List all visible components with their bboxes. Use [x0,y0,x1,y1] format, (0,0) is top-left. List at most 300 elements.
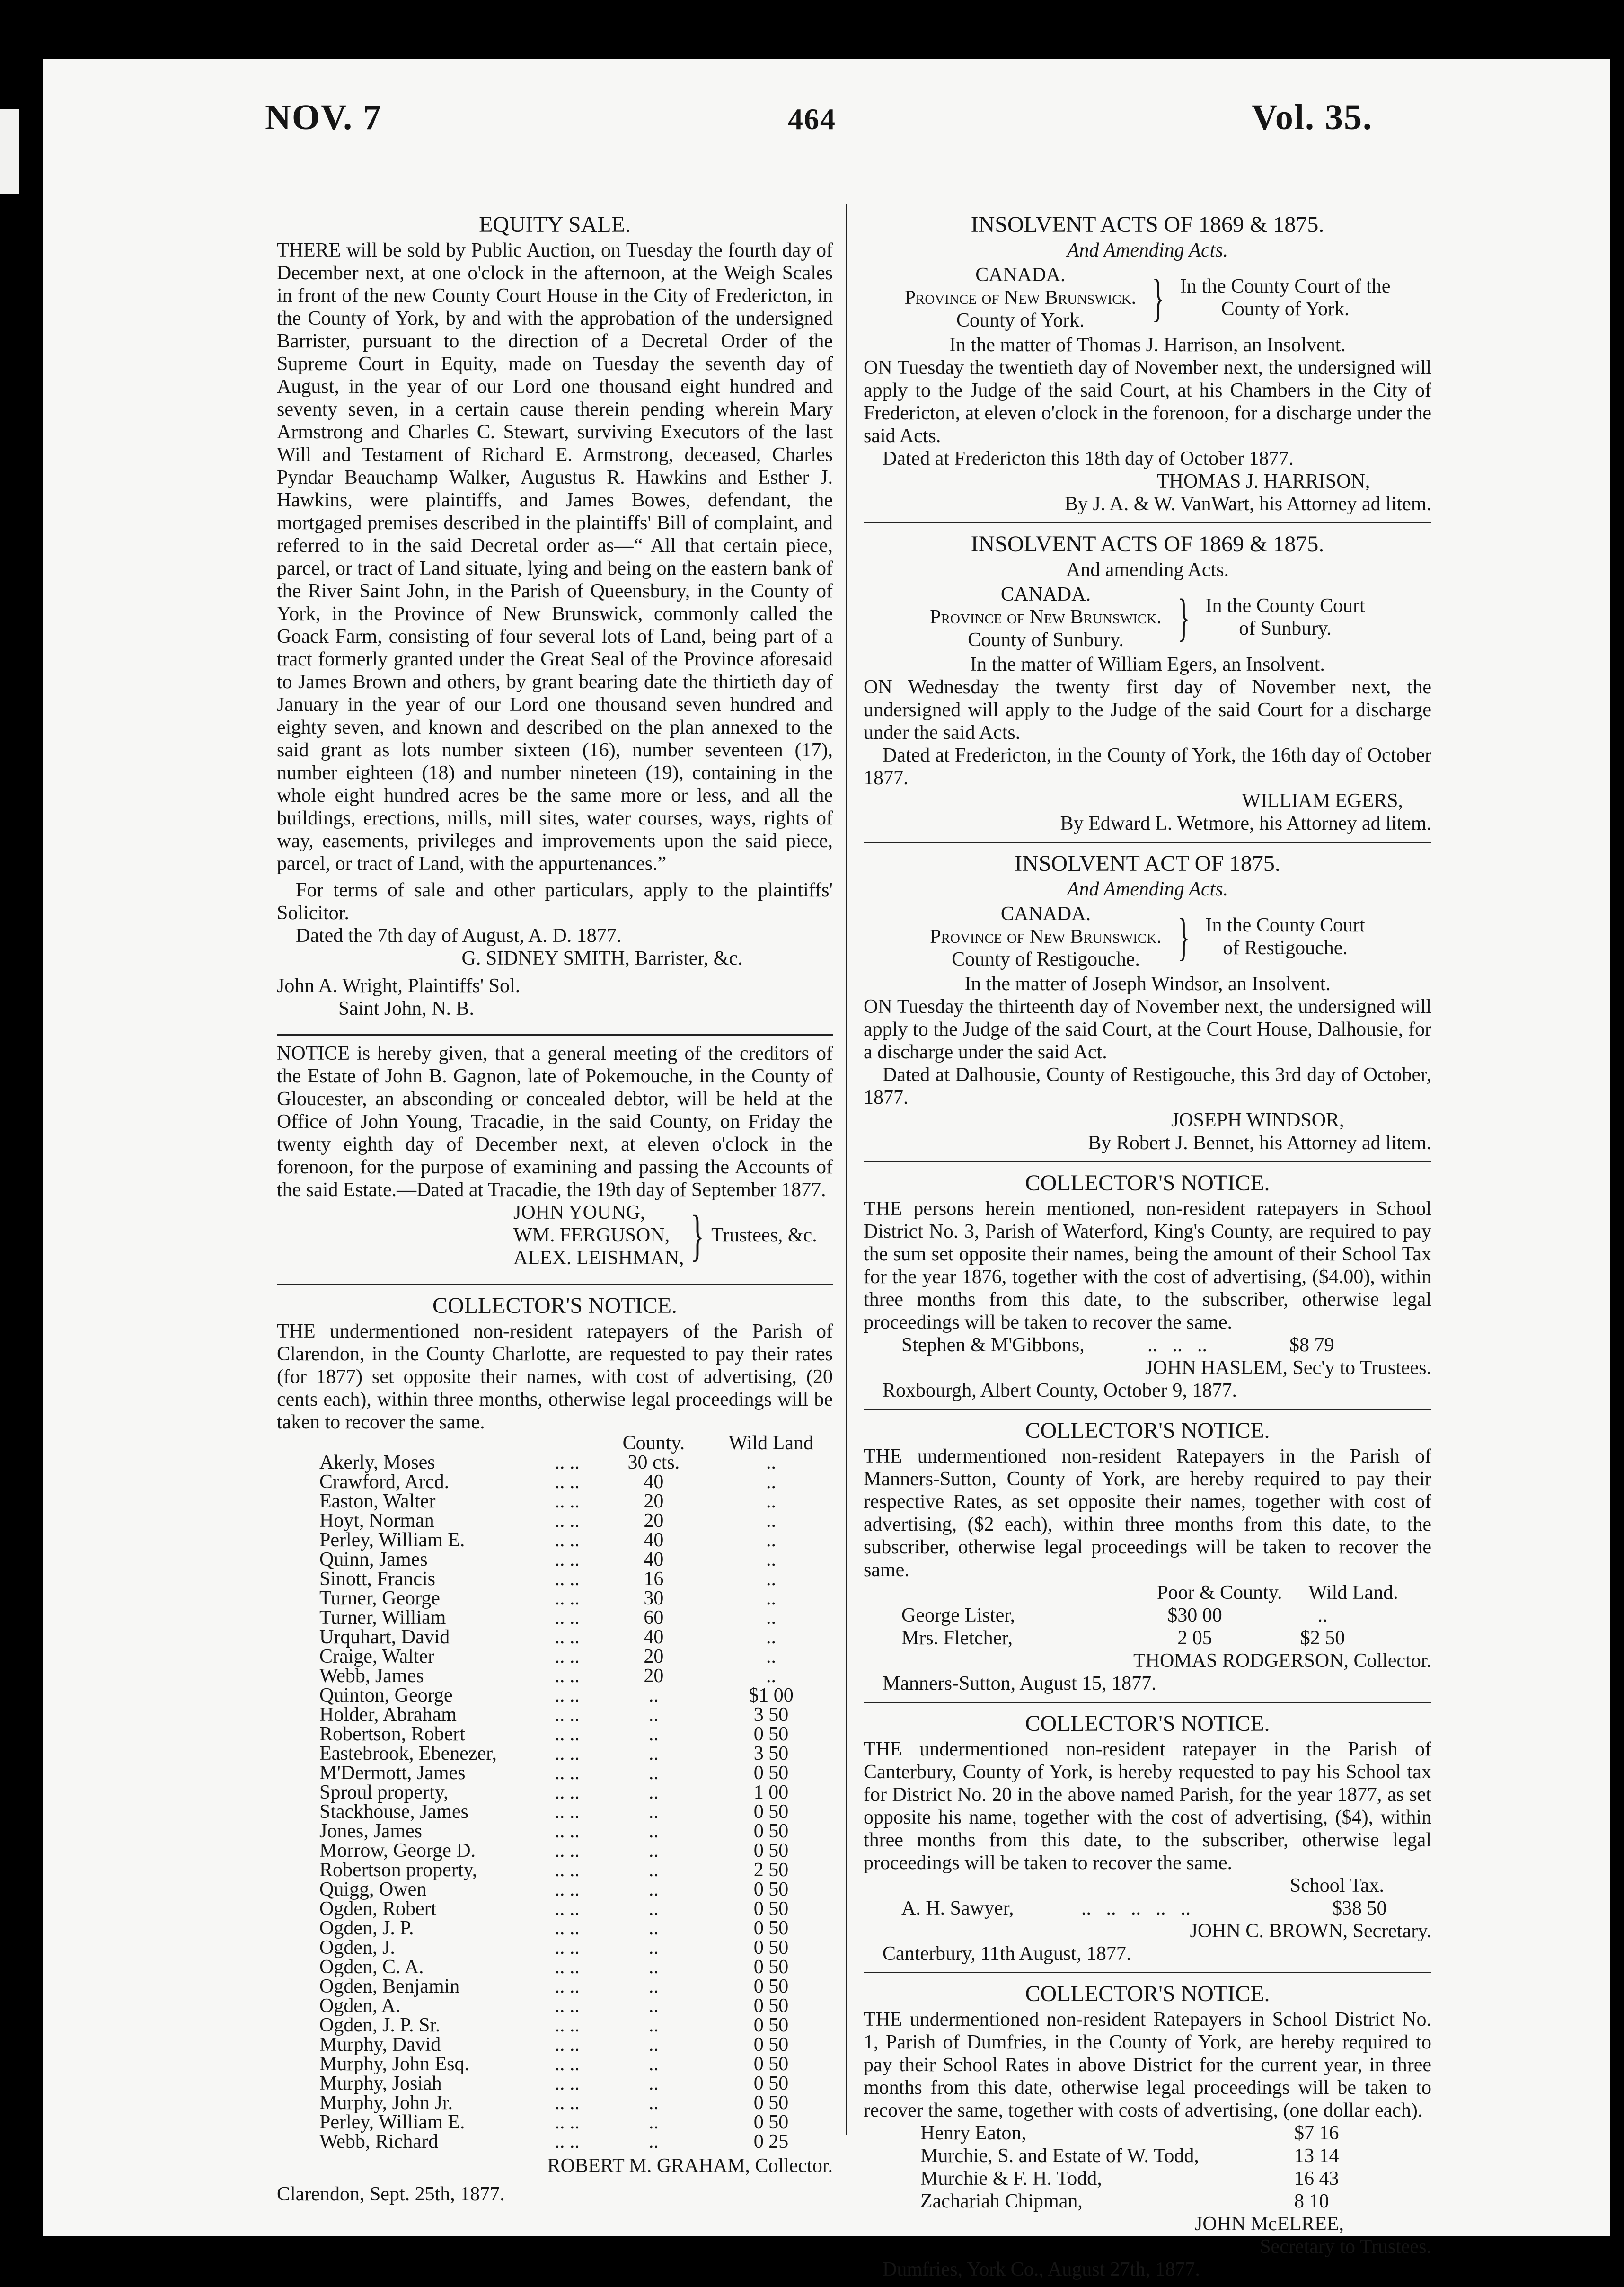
county-rate: .. [648,1917,659,1939]
trustee-name: ALEX. LEISHMAN, [513,1247,684,1269]
county-rate: .. [648,1995,659,2017]
notice-dated: Clarendon, Sept. 25th, 1877. [277,2183,505,2205]
table-row [277,1899,833,1919]
left-column [277,211,833,2206]
county-rate: 20 [644,1646,664,1667]
county-rate: .. [648,2092,659,2114]
matter-line: In the matter of Joseph Windsor, an Insolvent. [964,973,1331,995]
ratepayer-name: Robertson, Robert [319,1723,465,1745]
page-number: 464 [788,102,836,136]
wild-land-rate: 0 50 [753,1723,789,1745]
trustee-role: Trustees, &c. [711,1224,817,1246]
notice-signer: JOHN HASLEM, Sec'y to Trustees. [1145,1357,1431,1379]
wild-land-rate: 2 50 [753,1859,789,1881]
wild-land-rate: 0 50 [753,2092,789,2114]
leader-dots: .. .. [555,1956,580,1978]
county-rate: 40 [644,1529,664,1551]
wild-land-rate: 0 50 [753,1937,789,1959]
insolvent-harrison-notice [864,211,1431,515]
notice-title: INSOLVENT ACTS OF 1869 & 1875. [971,212,1324,237]
country: CANADA. [1000,903,1091,925]
leader-dots: .. .. [555,1937,580,1959]
wild-land-rate: 0 50 [753,1820,789,1842]
county-rate: 20 [644,1490,664,1512]
solicitor-address: Saint John, N. B. [338,998,475,1019]
wild-land-rate: .. [766,1452,776,1473]
notice-signer: WILLIAM EGERS, [1242,790,1403,812]
ratepayer-name: Stephen & M'Gibbons, [901,1334,1085,1356]
ratepayer-name: Robertson property, [319,1859,477,1881]
trustee-name: JOHN YOUNG, [513,1202,645,1223]
wild-land-rate: .. [766,1490,776,1512]
waterford-collector-notice [864,1169,1431,1402]
county-rate: .. [648,2034,659,2056]
wild-land-rate: 0 50 [753,2111,789,2133]
wild-land-rate: 0 50 [753,1976,789,1997]
leader-dots: .. .. [555,1917,580,1939]
table-header-row [864,1581,1431,1604]
ratepayer-row [864,2167,1431,2190]
ratepayer-row: A. H. Sawyer, .. .. .. .. .. $38 50 [901,1897,1387,1919]
wild-land-rate: 0 50 [753,1762,789,1784]
section-rule [277,1034,833,1036]
county-rate: 40 [644,1471,664,1493]
county-rate: 40 [644,1549,664,1570]
table-row [277,2074,833,2093]
notice-signer: ROBERT M. GRAHAM, Collector. [547,2155,833,2177]
county-rate: .. [648,1684,659,1706]
notice-title: INSOLVENT ACTS OF 1869 & 1875. [971,532,1324,557]
trustee-name: WM. FERGUSON, [513,1224,670,1246]
county-rate: .. [648,2053,659,2075]
table-row [277,1880,833,1899]
leader-dots: .. .. [555,1782,580,1803]
table-row [277,2016,833,2035]
table-row [277,1996,833,2016]
county-rate: .. [648,1976,659,1997]
county-rate: .. [648,1859,659,1881]
ratepayer-name: Perley, William E. [319,1529,465,1551]
wild-land-rate: 0 50 [753,2014,789,2036]
ratepayer-row [864,2145,1431,2167]
wild-land-rate: 0 50 [753,1801,789,1823]
leader-dots: .. .. [555,1549,580,1570]
wild-land-rate: 0 50 [753,1840,789,1862]
table-row [277,1453,833,1472]
court-block [864,903,1431,971]
ratepayer-name: Easton, Walter [319,1490,436,1512]
table-row [277,1628,833,1647]
matter-line: In the matter of Thomas J. Harrison, an Insolvent. [949,334,1346,356]
notice-subtitle: And amending Acts. [1066,559,1229,581]
notice-body: THE undermentioned non-resident Ratepayers in the Parish of Manners-Sutton, County of York, are hereby required to pay their respective Rates, as set opposite their names, together with cost of advertising, ($2 each), within three months from this date, to the subscriber, otherwise legal proceedings will be taken to recover the same. [864,1445,1431,1581]
notice-title: COLLECTOR'S NOTICE. [1025,1170,1270,1196]
ratepayer-name: Perley, William E. [319,2111,465,2133]
notice-signer: THOMAS RODGERSON, Collector. [1133,1650,1431,1672]
page-header [0,97,1624,187]
section-rule [864,1702,1431,1703]
notice-title: COLLECTOR'S NOTICE. [432,1293,678,1318]
matter-line: In the matter of William Egers, an Insolvent. [970,654,1325,675]
table-row [277,1841,833,1861]
table-row [277,1511,833,1531]
wild-land-rate: .. [766,1587,776,1609]
brace-glyph: } [1177,588,1190,646]
county: County of Restigouche. [952,948,1140,970]
ratepayer-name: Ogden, Benjamin [319,1976,460,1997]
column-header-school-tax: School Tax. [1289,1875,1384,1897]
leader-dots: .. .. [555,1490,580,1512]
county-rate: 60 [644,1607,664,1629]
ratepayer-name: Sinott, Francis [319,1568,436,1590]
ratepayer-name: Turner, George [319,1587,440,1609]
ratepayer-name: Murphy, John Esq. [319,2053,469,2075]
clarendon-collector-notice [277,1292,833,2206]
ratepayer-amount: $30 00 [1167,1604,1222,1626]
ratepayer-name: Morrow, George D. [319,1840,476,1862]
county-rate: .. [648,1801,659,1823]
wild-land-rate: 0 50 [753,1879,789,1900]
ratepayer-name: Murchie, S. and Estate of W. Todd, [920,2145,1199,2167]
wild-land-rate: 0 50 [753,2053,789,2075]
table-row [277,2055,833,2074]
leader-dots: .. .. [555,2053,580,2075]
section-rule [864,1972,1431,1973]
notice-title: INSOLVENT ACT OF 1875. [1015,851,1280,876]
ratepayer-name: Jones, James [319,1820,422,1842]
ratepayer-name: Stackhouse, James [319,1801,468,1823]
leader-dots: .. .. [555,2092,580,2114]
notice-signer-title: Secretary to Trustees. [1260,2236,1431,2258]
brace-glyph: } [1177,908,1190,966]
leader-dots: .. .. [555,1587,580,1609]
ratepayer-name: Quinton, George [319,1684,453,1706]
gagnon-notice [277,1042,833,1269]
ratepayer-amount: $7 16 [1294,2122,1339,2144]
leader-dots: .. .. [555,2073,580,2094]
table-row [277,1764,833,1783]
canterbury-collector-notice [864,1710,1431,1965]
province: Province of New Brunswick. [930,926,1162,948]
court-block [864,583,1431,651]
ratepayer-amount: 13 14 [1294,2145,1339,2167]
table-row [277,1861,833,1880]
ratepayer-name: Henry Eaton, [920,2122,1026,2144]
county-rate: .. [648,1723,659,1745]
court-name: In the County Court [1205,914,1365,936]
column-header-poor-county: Poor & County. [1157,1582,1282,1604]
ratepayer-name: Webb, Richard [319,2131,438,2153]
table-header-row [277,1434,833,1453]
wild-land-rate: .. [766,1510,776,1532]
court-county: County of York. [1221,298,1350,320]
country: CANADA. [975,264,1066,286]
leader-dots: .. .. [555,2014,580,2036]
ratepayer-name: Murphy, David [319,2034,441,2056]
volume-number: Vol. 35. [1252,98,1373,137]
ratepayer-name: Murchie & F. H. Todd, [920,2168,1102,2189]
leader-dots: .. .. [555,2034,580,2056]
county-rate: .. [648,1898,659,1920]
ratepayer-name: Sproul property, [319,1782,449,1803]
insolvent-egers-notice [864,530,1431,835]
notice-body: THERE will be sold by Public Auction, on Tuesday the fourth day of December next, at one o'clock in the afternoon, at the Weigh Scales in front of the new County Court House in the City of Fredericton, in the County of York, by and with the approbation of the undersigned Barrister, pursuant to the direction of a Decretal Order of the Supreme Court in Equity, made on Tuesday the seventh day of August, in the year of our Lord one thousand eight hundred and seventy seven, in a certain cause therein pending wherein Mary Armstrong and Charles C. Stewart, surviving Executors of the last Will and Testament of Richard E. Armstrong, deceased, Charles Pyndar Beauchamp Walker, Augustus R. Hawkins and Esther J. Hawkins, were plaintiffs, and James Bowes, defendant, the mortgaged premises described in the plaintiffs' Bill of complaint, and referred to in the said Decretal order as—“ All that certain piece, parcel, or tract of Land situate, lying and being on the eastern bank of the River Saint John, in the Parish of Queensbury, in the County of York, in the Province of New Brunswick, commonly called the Goack Farm, consisting of four several lots of Land, being part of a tract formerly granted under the Great Seal of the Province aforesaid to James Brown and others, by grant bearing date the thirtieth day of January in the year of our Lord one thousand seven hundred and eighty seven, and known and described on the plan annexed to the said grant as lots number sixteen (16), number seventeen (17), number eighteen (18) and number nineteen (19), containing in the whole eight hundred acres be the same more or less, and all the buildings, erections, mills, mill sites, water courses, ways, rights of way, easements, privileges and improvements upon the said piece, parcel, or tract of Land, with the appurtenances.” [277,239,833,875]
notice-title: COLLECTOR'S NOTICE. [1025,1418,1270,1443]
leader-dots: .. .. [555,1510,580,1532]
notice-subtitle: And Amending Acts. [1067,878,1228,900]
court-block [864,264,1431,332]
ratepayer-amount: 2 05 [1177,1627,1212,1649]
column-divider [846,204,847,2135]
court-name: In the County Court [1205,595,1365,617]
court-county: of Sunbury. [1239,618,1332,639]
county-rate: .. [648,1840,659,1862]
section-rule [864,842,1431,843]
notice-dated: Canterbury, 11th August, 1877. [883,1943,1131,1965]
leader-dots: .. .. [555,1607,580,1629]
table-row [277,1608,833,1628]
notice-signer: JOHN C. BROWN, Secretary. [1190,1920,1431,1942]
wild-land-rate: 0 50 [753,1995,789,2017]
leader-dots: .. .. [555,1820,580,1842]
leader-dots: .. .. [555,1568,580,1590]
wild-land-rate: .. [766,1568,776,1590]
section-rule [277,1284,833,1285]
notice-dated: Dumfries, York Co., August 27th, 1877. [883,2259,1200,2280]
ratepayer-row [864,1627,1431,1649]
ratepayer-amount: $38 50 [1332,1897,1387,1919]
notice-body: ON Tuesday the twentieth day of November next, the undersigned will apply to the Judge of the said Court, at his Chambers in the City of Fredericton, at eleven o'clock in the forenoon, for a discharge under the said Acts. [864,357,1431,447]
insolvent-windsor-notice [864,850,1431,1154]
county-rate: .. [648,1782,659,1803]
table-row [277,1938,833,1958]
court-county: of Restigouche. [1223,937,1348,959]
county-rate: .. [648,1937,659,1959]
notice-signer: JOHN McELREE, [1195,2213,1344,2235]
leader-dots: .. .. [555,1471,580,1493]
table-row [277,2035,833,2055]
wild-land-rate: .. [766,1607,776,1629]
notice-dated: Roxbourgh, Albert County, October 9, 1877. [883,1380,1237,1401]
column-header-county: County. [622,1432,685,1454]
attorney-line: By Edward L. Wetmore, his Attorney ad litem. [1060,813,1431,834]
table-row [277,1550,833,1569]
county-rate: .. [648,1820,659,1842]
table-row [277,1472,833,1492]
notice-body: THE undermentioned non-resident ratepayer in the Parish of Canterbury, County of York, is hereby requested to pay his School tax for District No. 20 in the above named Parish, for the year 1877, as set opposite his name, together with the cost of advertising, ($4), within three months from this date, to the subscriber, otherwise legal proceedings will be taken to recover the same. [864,1738,1431,1874]
notice-body: THE undermentioned non-resident ratepayers of the Parish of Clarendon, in the County Charlotte, are requested to pay their rates (for 1877) set opposite their names, with cost of advertising, (20 cents each), within three months, otherwise legal proceedings will be taken to recover the same. [277,1321,833,1433]
county: County of York. [956,310,1085,331]
ratepayer-name: Webb, James [319,1665,424,1687]
notice-body: NOTICE is hereby given, that a general meeting of the creditors of the Estate of John B. Gagnon, late of Pokemouche, in the County of Gloucester, an absconding or concealed debtor, will be held at the Office of John Young, Tracadie, in the said County, on Friday the twenty eighth day of December next, at eleven o'clock in the forenoon, for the purpose of examining and passing the Accounts of the said Estate.—Dated at Tracadie, the 19th day of September 1877. [277,1043,833,1201]
ratepayer-name: Turner, William [319,1607,446,1629]
notice-title: EQUITY SALE. [479,212,631,237]
table-row [277,1589,833,1608]
county-rate: .. [648,1956,659,1978]
notice-dated: Dated at Fredericton, in the County of York, the 16th day of October 1877. [864,745,1431,789]
table-row [277,1802,833,1822]
wild-land-rate: .. [766,1626,776,1648]
wild-land-rate: 3 50 [753,1704,789,1726]
leader-dots: .. .. [555,1879,580,1900]
county-rate: 20 [644,1665,664,1687]
notice-body: THE undermentioned non-resident Ratepayers in School District No. 1, Parish of Dumfries, in the County of York, are hereby required to pay their School Rates in above District for the current year, in three months from this date, otherwise legal proceedings will be taken to recover the same, together with costs of advertising, (one dollar each). [864,2009,1431,2121]
table-row [277,1822,833,1841]
table-row [277,1686,833,1705]
leader-dots: .. .. [555,1898,580,1920]
section-rule [864,522,1431,523]
attorney-line: By Robert J. Bennet, his Attorney ad litem. [1088,1132,1431,1154]
province: Province of New Brunswick. [904,287,1137,309]
section-rule [864,1409,1431,1410]
trustee-block [513,1201,833,1269]
ratepayer-name: A. H. Sawyer, [901,1897,1014,1919]
ratepayer-name: Crawford, Arcd. [319,1471,450,1493]
notice-body: ON Wednesday the twenty first day of November next, the undersigned will apply to the Judge of the said Court for a discharge under the said Acts. [864,676,1431,744]
table-row [277,1783,833,1802]
brace-glyph: } [690,1204,705,1267]
ratepayer-name: Mrs. Fletcher, [901,1627,1013,1649]
leader-dots: .. .. [555,1529,580,1551]
ratepayer-name: Eastebrook, Ebenezer, [319,1743,497,1764]
leader-dots: .. .. [555,1626,580,1648]
county-rate: 16 [644,1568,664,1590]
county-rate: 40 [644,1626,664,1648]
column-header-wild-land: Wild Land [728,1432,813,1454]
table-row [277,1647,833,1666]
table-row [277,2132,833,2152]
table-row [277,1569,833,1589]
notice-signer: THOMAS J. HARRISON, [1157,470,1370,492]
table-row [277,1531,833,1550]
leader-dots: .. .. [555,1762,580,1784]
province: Province of New Brunswick. [930,606,1162,628]
ratepayer-name: Murphy, John Jr. [319,2092,453,2114]
notice-title: COLLECTOR'S NOTICE. [1025,1981,1270,2006]
wild-land-rate: 0 50 [753,1917,789,1939]
ratepayer-name: Ogden, J. P. [319,1917,414,1939]
ratepayer-row [864,1604,1431,1627]
leader-dots: .. .. [555,2111,580,2133]
county-rate: 30 cts. [627,1452,680,1473]
equity-sale-notice [277,211,833,1020]
notice-dated: Manners-Sutton, August 15, 1877. [883,1673,1156,1694]
table-row [277,1744,833,1764]
ratepayer-amount: 16 43 [1294,2168,1339,2189]
ratepayer-name: M'Dermott, James [319,1762,466,1784]
leader-dots: .. .. [555,1976,580,1997]
leader-dots: .. .. [555,1995,580,2017]
wild-land-rate: .. [766,1471,776,1493]
county-rate: .. [648,1762,659,1784]
table-row [277,1705,833,1725]
county-rate: .. [648,2014,659,2036]
country: CANADA. [1000,584,1091,605]
wild-land-rate: .. [766,1646,776,1667]
wild-land-rate: .. [766,1529,776,1551]
wild-land-rate: 1 00 [753,1782,789,1803]
wild-land-rate: $1 00 [749,1684,794,1706]
wild-land-rate: .. [766,1549,776,1570]
right-column [864,211,1431,2281]
notice-dated: Dated at Dalhousie, County of Restigouche, this 3rd day of October, 1877. [864,1064,1431,1108]
ratepayer-row [864,2190,1431,2213]
attorney-line: By J. A. & W. VanWart, his Attorney ad litem. [1064,493,1431,515]
ratepayer-name: Ogden, C. A. [319,1956,424,1978]
notice-title: COLLECTOR'S NOTICE. [1025,1711,1270,1736]
dumfries-collector-notice [864,1980,1431,2281]
notice-signer: G. SIDNEY SMITH, Barrister, &c. [461,948,743,969]
ratepayer-row: Stephen & M'Gibbons, .. .. .. $8 79 [901,1334,1334,1356]
table-row [277,1919,833,1938]
table-row [277,2113,833,2132]
leader-dots: .. .. [555,1684,580,1706]
ratepayer-name: Quigg, Owen [319,1879,427,1900]
ratepayer-amount: $8 79 [1289,1334,1334,1356]
ratepayer-name: Hoyt, Norman [319,1510,434,1532]
leader-dots: .. .. [555,1840,580,1862]
county-rate: .. [648,2073,659,2094]
leader-dots: .. .. [555,1801,580,1823]
ratepayer-amount: 8 10 [1294,2190,1329,2212]
solicitor-line: John A. Wright, Plaintiffs' Sol. [277,975,521,997]
ratepayer-name: Ogden, J. P. Sr. [319,2014,441,2036]
table-row [277,1958,833,1977]
ratepayer-name: Holder, Abraham [319,1704,457,1726]
ratepayer-name: George Lister, [901,1604,1015,1626]
leader-dots: .. .. [555,1646,580,1667]
leader-dots: .. .. [555,1704,580,1726]
county: County of Sunbury. [968,629,1124,651]
notice-terms: For terms of sale and other particulars, apply to the plaintiffs' Solicitor. [277,879,833,924]
wild-land-rate: 3 50 [753,1743,789,1764]
leader-dots: .. .. [555,1743,580,1764]
county-rate: 20 [644,1510,664,1532]
ratepayer-table [277,1434,833,2152]
ratepayer-name: Ogden, A. [319,1995,401,2017]
table-row [277,1492,833,1511]
section-rule [864,1161,1431,1162]
ratepayer-name: Urquhart, David [319,1626,450,1648]
wild-land-rate: .. [766,1665,776,1687]
county-rate: .. [648,1704,659,1726]
notice-dated: Dated the 7th day of August, A. D. 1877. [296,925,622,947]
table-row [277,1666,833,1686]
ratepayer-amount: $2 50 [1300,1627,1345,1649]
ratepayer-amount: .. [1317,1604,1328,1626]
ratepayer-name: Murphy, Josiah [319,2073,442,2094]
leader-dots: .. .. [555,1723,580,1745]
notice-signer: JOSEPH WINDSOR, [1171,1109,1344,1131]
court-name: In the County Court of the [1180,275,1391,297]
brace-glyph: } [1152,269,1165,327]
column-header-wild-land: Wild Land. [1308,1582,1398,1604]
issue-date: NOV. 7 [265,98,382,137]
county-rate: .. [648,1879,659,1900]
manners-sutton-collector-notice [864,1417,1431,1695]
county-rate: 30 [644,1587,664,1609]
ratepayer-name: Ogden, Robert [319,1898,437,1920]
county-rate: .. [648,2111,659,2133]
ratepayer-name: Ogden, J. [319,1937,395,1959]
table-row [277,2093,833,2113]
ratepayer-name: Zachariah Chipman, [920,2190,1083,2212]
wild-land-rate: 0 50 [753,1898,789,1920]
wild-land-rate: 0 50 [753,2073,789,2094]
leader-dots: .. .. [555,1859,580,1881]
ratepayer-name: Craige, Walter [319,1646,435,1667]
notice-body: THE persons herein mentioned, non-resident ratepayers in School District No. 3, Parish of Waterford, King's County, are required to pay the sum set opposite their names, being the amount of their School Tax for the year 1876, together with the cost of advertising, ($4.00), within three months from this date, to the subscriber, otherwise legal proceedings will be taken to recover the same. [864,1198,1431,1333]
